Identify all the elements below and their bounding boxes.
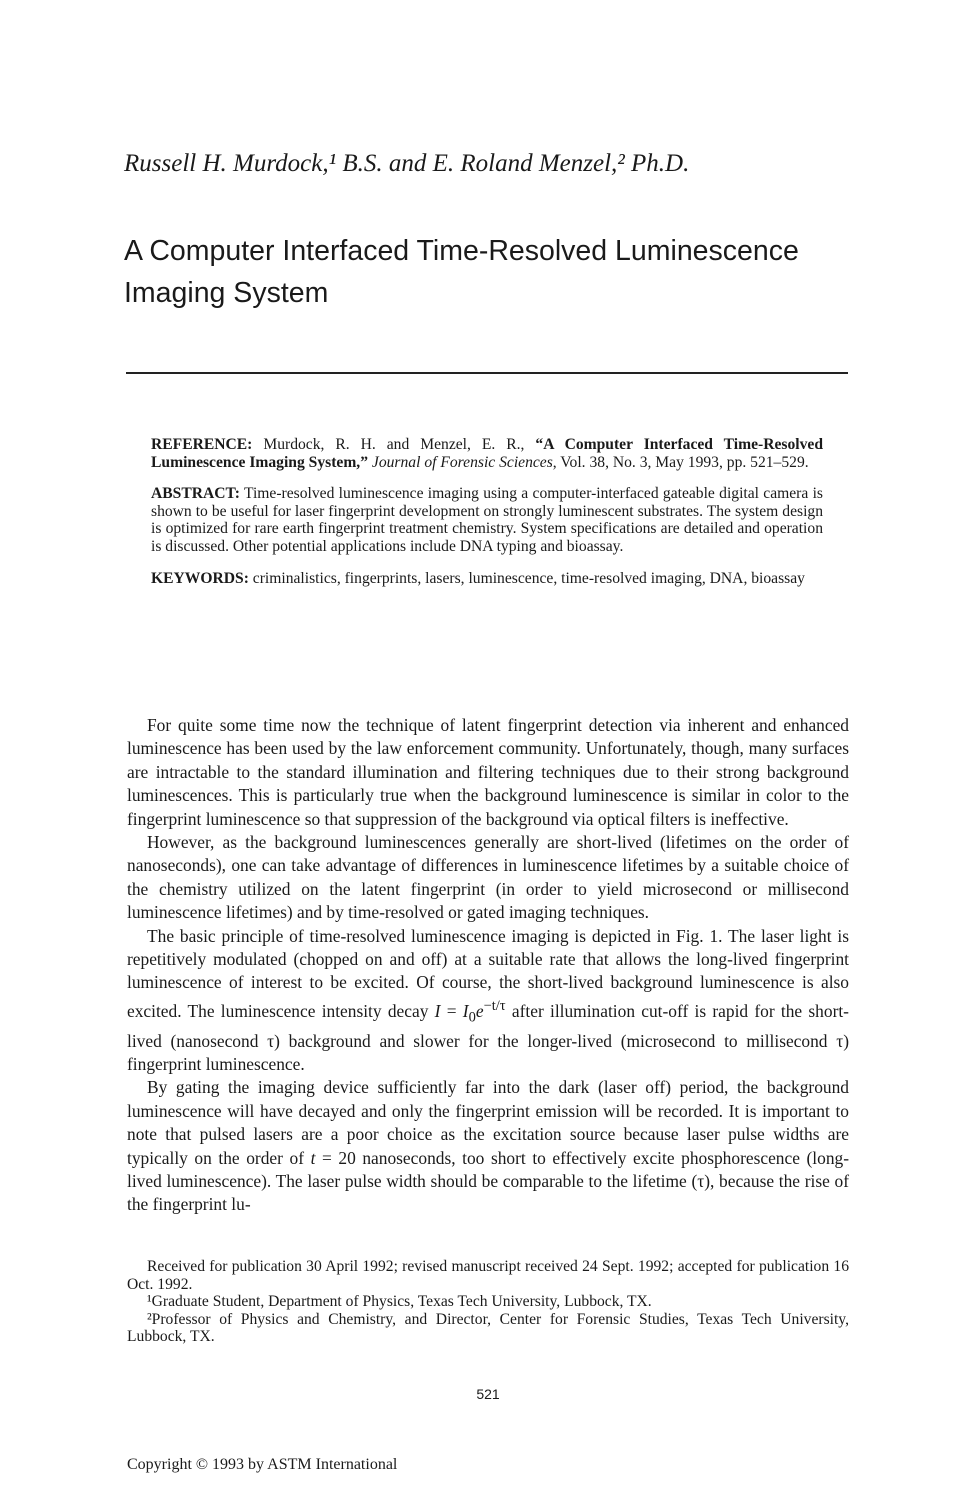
front-matter [151, 436, 823, 601]
received-note: Received for publication 30 April 1992; revised manuscript received 24 Sept. 1992; accepted for publication 16 Oct. 1992. [127, 1258, 849, 1293]
page-number: 521 [476, 1386, 500, 1402]
reference-authors: Murdock, R. H. and Menzel, E. R., [252, 436, 536, 453]
abstract-text: Time-resolved luminescence imaging using a computer-interfaced gateable digital camera is shown to be useful for laser fingerprint development on strongly luminescent substrates. The system design is optimized for rare earth fingerprint treatment chemistry. System specifications are detailed and operation is discussed. Other potential applications include DNA typing and bioassay. [151, 485, 823, 555]
body-text [127, 714, 849, 1217]
footnotes [127, 1258, 849, 1346]
reference-paragraph [151, 436, 823, 471]
title-divider [126, 372, 848, 374]
body-paragraph-4: By gating the imaging device sufficiently far into the dark (laser off) period, the background luminescence will have decayed and only the fingerprint emission will be recorded. It is important to note that pulsed lasers are a poor choice as the excitation source because laser pulse widths are typically on the order of t = 20 nanoseconds, too short to effectively excite phosphorescence (long-lived luminescence). The laser pulse width should be comparable to the lifetime (τ), because the rise of the fingerprint lu- [127, 1077, 850, 1215]
footnote-1: ¹Graduate Student, Department of Physics, Texas Tech University, Lubbock, TX. [147, 1293, 652, 1311]
body-paragraph-1: For quite some time now the technique of latent fingerprint detection via inherent and enhanced luminescence has been used by the law enforcement community. Unfortunately, though, many surfaces are intractable to the standard illumination and filtering techniques due to their strong background luminescences. This is particularly true when the background luminescence is similar in color to the fingerprint luminescence so that suppression of the background via optical filters is ineffective. [127, 715, 849, 829]
body-paragraph-3: The basic principle of time-resolved luminescence imaging is depicted in Fig. 1. The laser light is repetitively modulated (chopped on and off) at a suitable rate that allows the long-lived fingerprint luminescence of interest to be excited. Of course, the short-lived background luminescence is also excited. The luminescence intensity decay $I = I_0e^{-t/\tau}$ after illumination cut-off is rapid for the short-lived (nanosecond τ) background and slower for the longer-lived (microsecond to millisecond τ) fingerprint luminescence. [127, 925, 849, 1074]
keywords-paragraph [151, 570, 823, 588]
reference-title: “A Computer Interfaced Time-Resolved Luminescence Imaging System,” [151, 436, 823, 471]
reference-details: , Vol. 38, No. 3, May 1993, pp. 521–529. [552, 453, 809, 471]
footnote-2: ²Professor of Physics and Chemistry, and Director, Center for Forensic Studies, Texas Tech University, Lubbock, TX. [127, 1310, 849, 1346]
abstract-label: ABSTRACT: [151, 485, 240, 503]
author-line: Russell H. Murdock,¹ B.S. and E. Roland Menzel,² Ph.D. [124, 150, 690, 177]
reference-label: REFERENCE: [151, 436, 253, 453]
keywords-text: criminalistics, fingerprints, lasers, luminescence, time-resolved imaging, DNA, bioassay [248, 569, 805, 587]
copyright-notice: Copyright © 1993 by ASTM International [127, 1456, 398, 1473]
paper-title: A Computer Interfaced Time-Resolved Luminescence Imaging System [124, 235, 799, 309]
keywords-label: KEYWORDS: [151, 569, 249, 587]
body-paragraph-2: However, as the background luminescences generally are short-lived (lifetimes on the order of nanoseconds), one can take advantage of differences in luminescence lifetimes by a suitable choice of the chemistry utilized on the latent fingerprint (in order to yield microsecond or millisecond luminescence lifetimes) and by time-resolved or gated imaging techniques. [127, 832, 849, 923]
reference-journal: Journal of Forensic Sciences [368, 453, 553, 471]
abstract-paragraph [151, 485, 823, 555]
